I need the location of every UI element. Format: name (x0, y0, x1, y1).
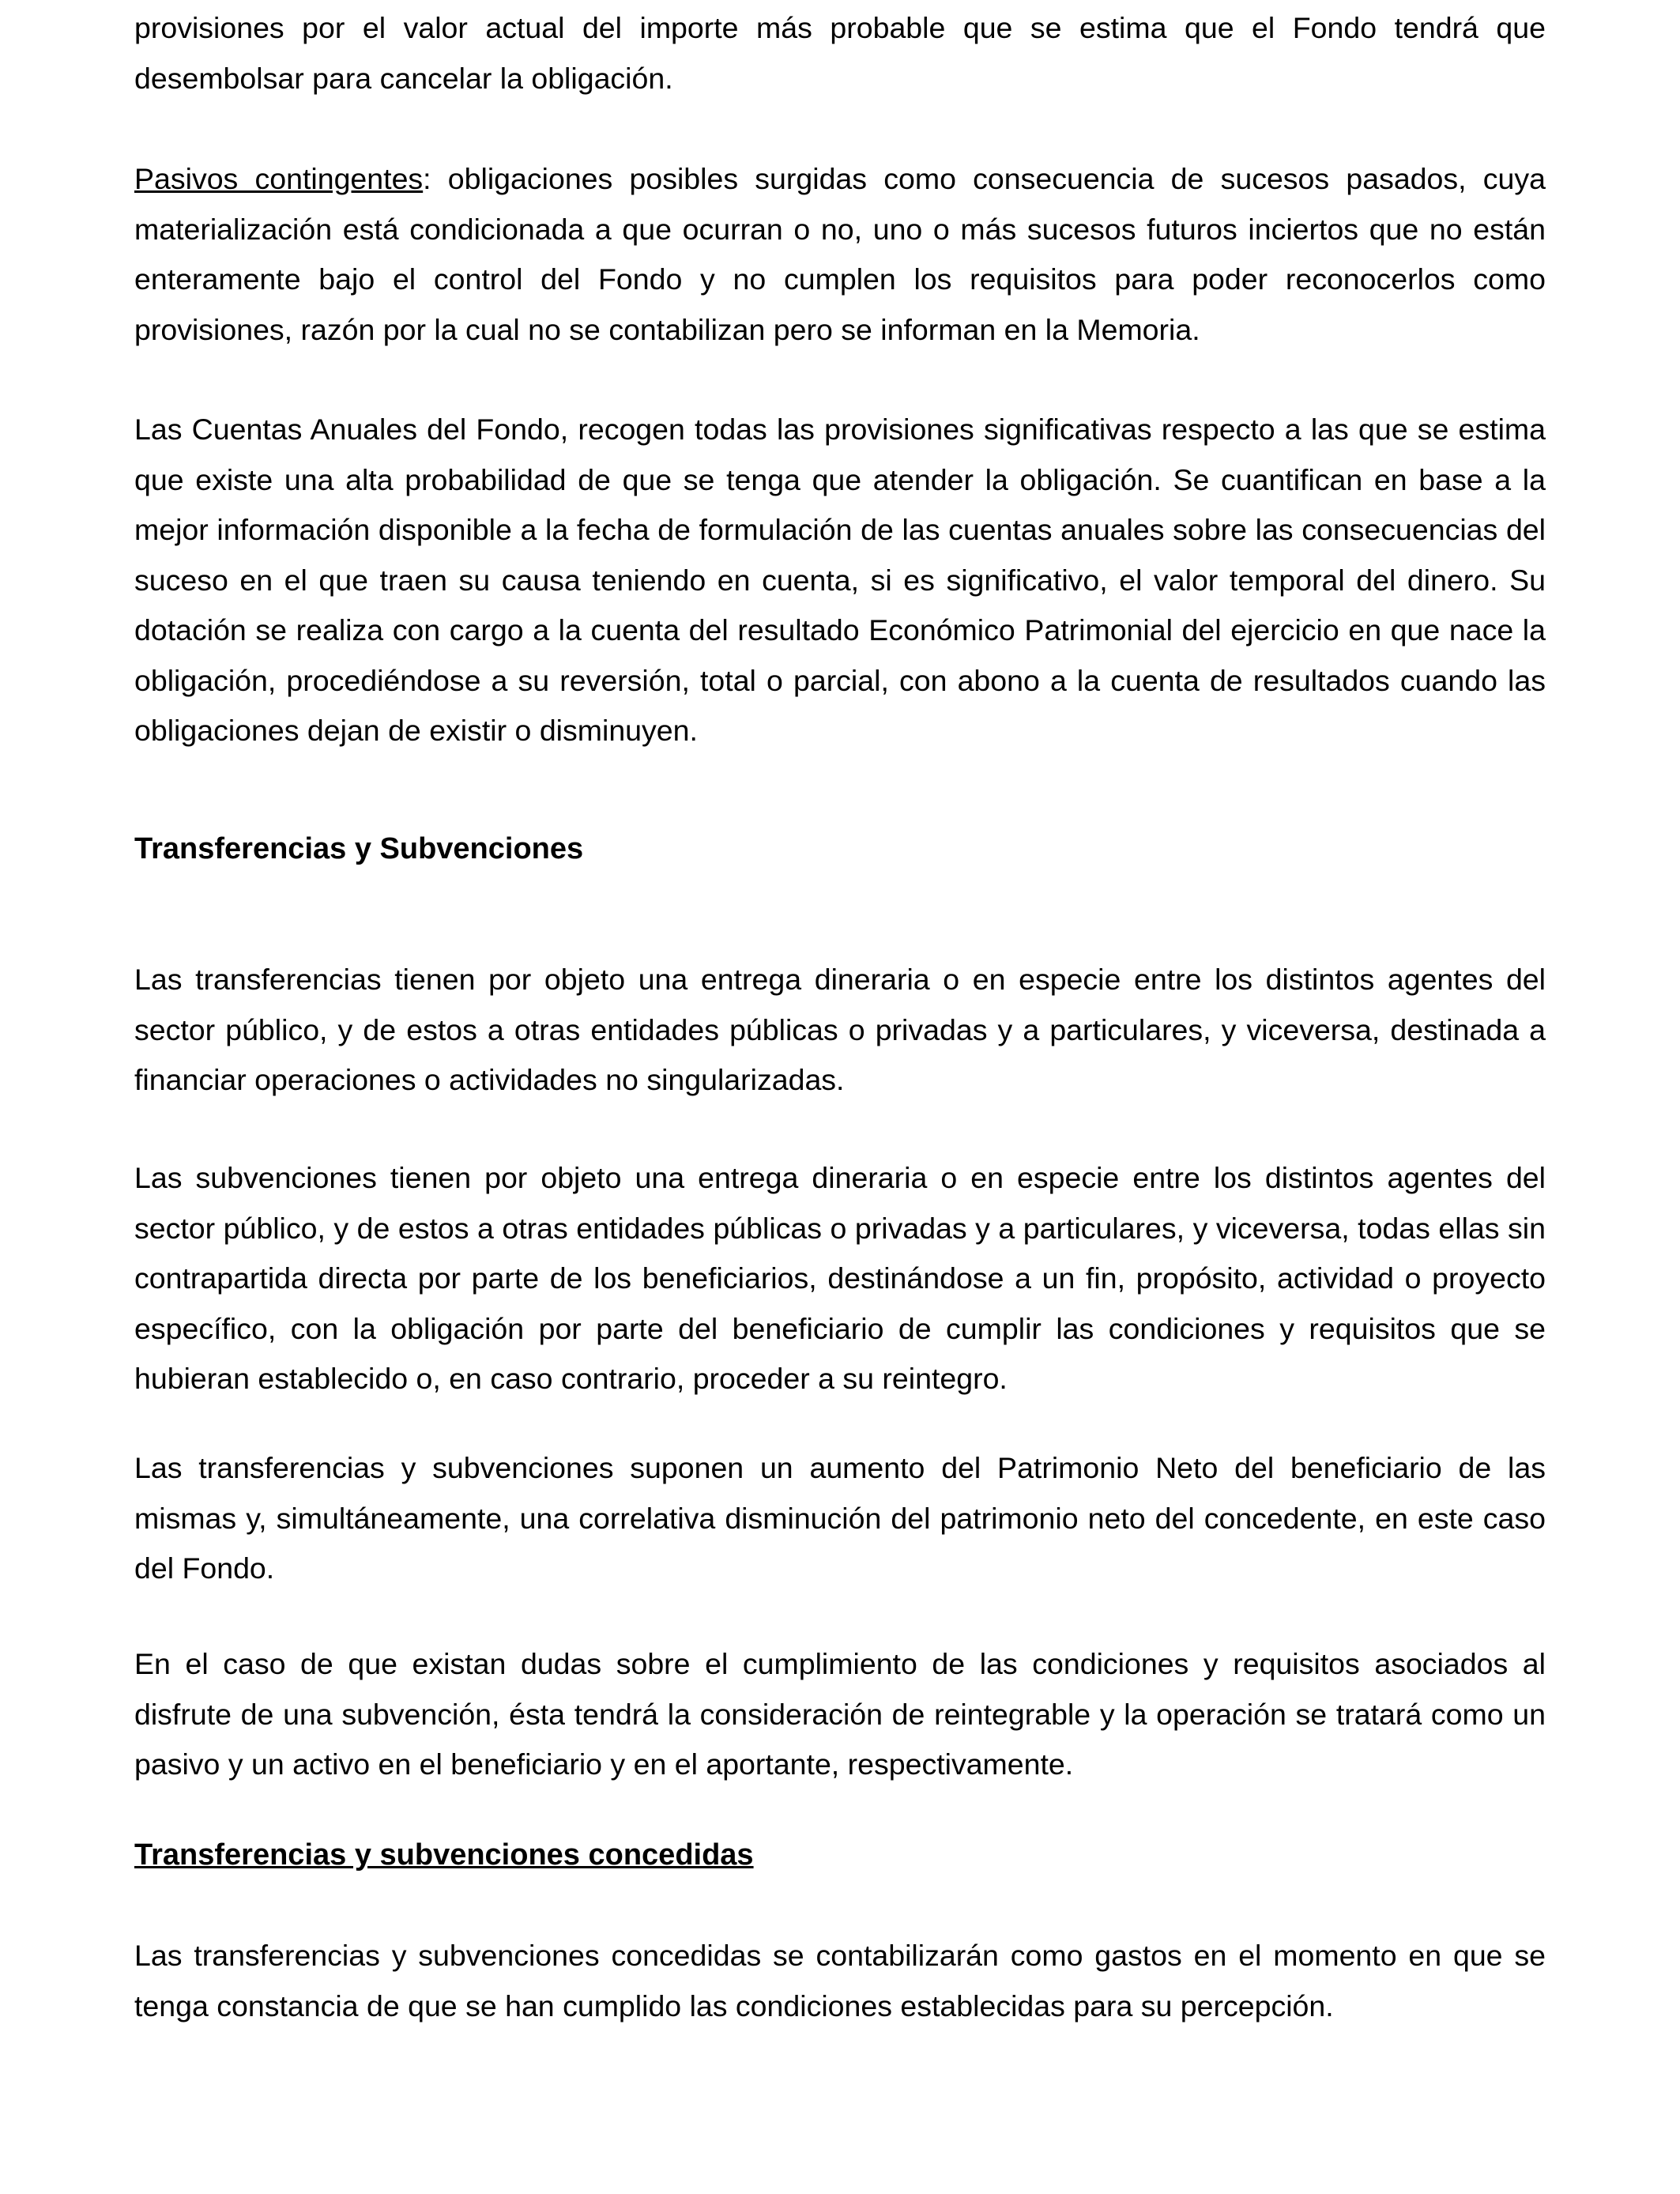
paragraph-dudas-cumplimiento: En el caso de que existan dudas sobre el cumplimiento de las condiciones y requisitos asociados al disfrute de una subvención, ésta tendrá la consideración de reintegrable y la operación se tratará como un pasivo y un activo en el beneficiario y en el aportante, respectivamente. (134, 1647, 1546, 1781)
subsection-title: Transferencias y subvenciones concedidas (134, 1838, 754, 1872)
definition-pasivos-contingentes: : obligaciones posibles surgidas como consecuencia de sucesos pasados, cuya materialización está condicionada a que ocurran o no, uno o más sucesos futuros inciertos que no están enteramente bajo el control del Fondo y no cumplen los requisitos para poder reconocerlos como provisiones, razón por la cual no se contabilizan pero se informan en la Memoria. (134, 162, 1546, 346)
paragraph-pasivos-contingentes (134, 154, 1546, 355)
term-pasivos-contingentes: Pasivos contingentes (134, 162, 424, 195)
paragraph-concedidas: Las transferencias y subvenciones concedidas se contabilizarán como gastos en el momento en que se tenga constancia de que se han cumplido las condiciones establecidas para su percepción. (134, 1939, 1546, 2022)
paragraph-cuentas-anuales: Las Cuentas Anuales del Fondo, recogen todas las provisiones significativas respecto a las que se estima que existe una alta probabilidad de que se tenga que atender la obligación. Se cuantifican en base a la mejor información disponible a la fecha de formulación de las cuentas anuales sobre las consecuencias del suceso en el que traen su causa teniendo en cuenta, si es significativo, el valor temporal del dinero. Su dotación se realiza con cargo a la cuenta del resultado Económico Patrimonial del ejercicio en que nace la obligación, procediéndose a su reversión, total o parcial, con abono a la cuenta de resultados cuando las obligaciones dejan de existir o disminuyen. (134, 413, 1546, 747)
paragraph-provisiones-valor: provisiones por el valor actual del importe más probable que se estima que el Fondo tendrá que desembolsar para cancelar la obligación. (134, 11, 1546, 95)
paragraph-patrimonio-neto: Las transferencias y subvenciones suponen un aumento del Patrimonio Neto del beneficiario de las mismas y, simultáneamente, una correlativa disminución del patrimonio neto del concedente, en este caso del Fondo. (134, 1451, 1546, 1585)
section-title: Transferencias y Subvenciones (134, 832, 584, 865)
paragraph-transferencias: Las transferencias tienen por objeto una entrega dineraria o en especie entre los distintos agentes del sector público, y de estos a otras entidades públicas o privadas y a particulares, y viceversa, destinada a financiar operaciones o actividades no singularizadas. (134, 963, 1546, 1096)
paragraph-subvenciones: Las subvenciones tienen por objeto una entrega dineraria o en especie entre los distintos agentes del sector público, y de estos a otras entidades públicas o privadas y a particulares, y viceversa, todas ellas sin contrapartida directa por parte de los beneficiarios, destinándose a un fin, propósito, actividad o proyecto específico, con la obligación por parte del beneficiario de cumplir las condiciones y requisitos que se hubieran establecido o, en caso contrario, proceder a su reintegro. (134, 1161, 1546, 1395)
